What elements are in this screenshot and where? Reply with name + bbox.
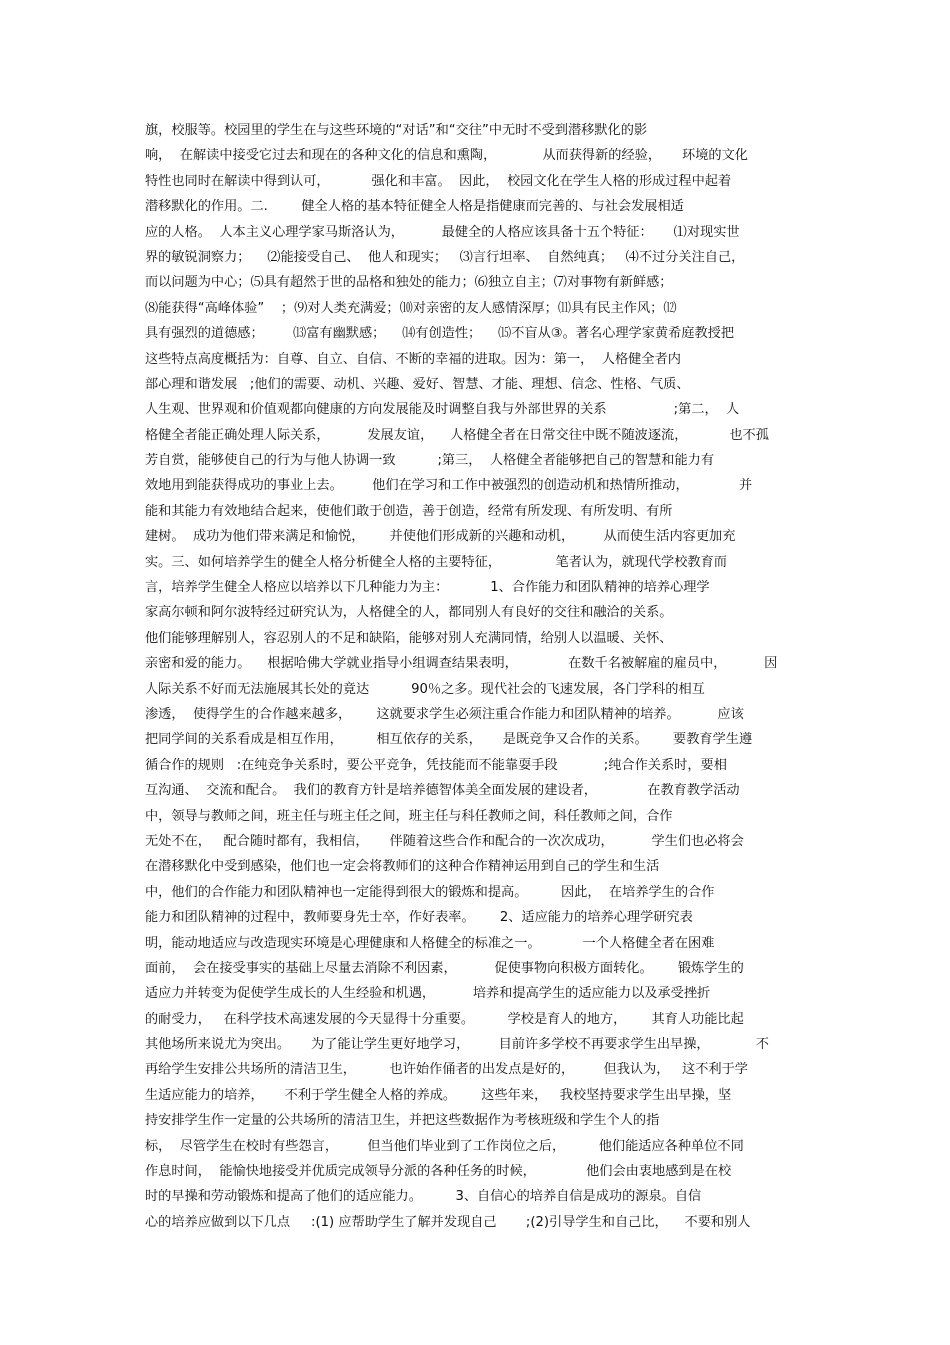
text-line: 互沟通、 交流和配合。 我们的教育方针是培养德智体美全面发展的建设者， 在教育教学活动 xyxy=(145,783,740,799)
text-line: 这些特点高度概括为：自尊、自立、自信、不断的幸福的进取。因为：第一， 人格健全者内 xyxy=(145,351,681,367)
text-line: 再给学生安排公共场所的清洁卫生， 也许始作俑者的出发点是好的， 但我认为， 这不利于学 xyxy=(145,1062,748,1078)
text-line: 其他场所来说尤为突出。 为了能让学生更好地学习， 目前许多学校不再要求学生出早操， 不 xyxy=(145,1037,769,1053)
text-line: 能力和团队精神的过程中，教师要身先士卒，作好表率。 2、适应能力的培养心理学研究表 xyxy=(145,910,693,926)
body-text xyxy=(145,118,810,1235)
text-line: 持安排学生作一定量的公共场所的清洁卫生，并把这些数据作为考核班级和学生个人的指 xyxy=(145,1113,660,1129)
text-line: 无处不在， 配合随时都有，我相信， 伴随着这些合作和配合的一次次成功， 学生们也必将会 xyxy=(145,833,744,849)
text-line: 界的敏锐洞察力； ⑵能接受自己、 他人和现实； ⑶言行坦率、 自然纯真； ⑷不过分关注自己， xyxy=(145,249,745,265)
text-line: 循合作的规则 :在纯竞争关系时，要公平竞争，凭技能而不能靠耍手段 ;纯合作关系时，要相 xyxy=(145,757,727,773)
text-line: 在潜移默化中受到感染，他们也一定会将教师们的这种合作精神运用到自己的学生和生活 xyxy=(145,859,660,875)
text-line: ⑻能获得“高峰体验” ；⑼对人类充满爱；⑽对亲密的友人感情深厚；⑾具有民主作风；⑿ xyxy=(145,300,677,316)
text-line: 潜移默化的作用。二. 健全人格的基本特征健全人格是指健康而完善的、与社会发展相适 xyxy=(145,199,684,215)
text-line: 具有强烈的道德感； ⒀富有幽默感； ⒁有创造性； ⒂不盲从③。著名心理学家黄希庭教授把 xyxy=(145,326,735,342)
text-line: 时的早操和劳动锻炼和提高了他们的适应能力。 3、自信心的培养自信是成功的源泉。自信 xyxy=(145,1189,702,1205)
text-line: 明，能动地适应与改造现实环境是心理健康和人格健全的标准之一。 一个人格健全者在困难 xyxy=(145,935,715,951)
text-line: 把同学间的关系看成是相互作用， 相互依存的关系， 是既竞争又合作的关系。 要教育学生遵 xyxy=(145,732,753,748)
text-line: 而以问题为中心；⑸具有超然于世的品格和独处的能力；⑹独立自主；⑺对事物有新鲜感； xyxy=(145,275,673,291)
text-line: 标， 尽管学生在校时有些怨言， 但当他们毕业到了工作岗位之后， 他们能适应各种单位不同 xyxy=(145,1138,744,1154)
text-line: 中，他们的合作能力和团队精神也一定能得到很大的锻炼和提高。 因此， 在培养学生的合作 xyxy=(145,884,715,900)
text-line: 适应力并转变为促使学生成长的人生经验和机遇， 培养和提高学生的适应能力以及承受挫折 xyxy=(145,986,711,1002)
text-line: 渗透， 使得学生的合作越来越多， 这就要求学生必须注重合作能力和团队精神的培养。 应该 xyxy=(145,706,744,722)
text-line: 应的人格。 人本主义心理学家马斯洛认为， 最健全的人格应该具备十五个特征： ⑴对现实世 xyxy=(145,224,740,240)
text-line: 面前， 会在接受事实的基础上尽量去消除不利因素， 促使事物向积极方面转化。 锻炼学生的 xyxy=(145,960,744,976)
text-line: 实。三、如何培养学生的健全人格分析健全人格的主要特征， 笔者认为，就现代学校教育而 xyxy=(145,554,727,570)
text-line: 他们能够理解别人，容忍别人的不足和缺陷，能够对别人充满同情，给别人以温暖、关怀、 xyxy=(145,630,673,646)
text-line: 人生观、世界观和价值观都向健康的方向发展能及时调整自我与外部世界的关系 ;第二， 人 xyxy=(145,402,740,418)
text-line: 格健全者能正确处理人际关系， 发展友谊， 人格健全者在日常交往中既不随波逐流， 也不孤 xyxy=(145,427,769,443)
text-line: 旗，校服等。校园里的学生在与这些环境的“对话”和“交往”中无时不受到潜移默化的影 xyxy=(145,123,648,138)
text-line: 响， 在解读中接受它过去和现在的各种文化的信息和熏陶， 从而获得新的经验， 环境的文化 xyxy=(145,148,748,164)
text-line: 亲密和爱的能力。 根据哈佛大学就业指导小组调查结果表明， 在数千名被解雇的雇员中， 因 xyxy=(145,656,778,672)
text-line: 部心理和谐发展 ;他们的需要、动机、兴趣、爱好、智慧、才能、理想、信念、性格、气质、 xyxy=(145,376,690,392)
text-line: 建树。 成功为他们带来满足和愉悦， 并使他们形成新的兴趣和动机， 从而使生活内容更加充 xyxy=(145,529,736,545)
text-line: 作息时间， 能愉快地接受并优质完成领导分派的各种任务的时候， 他们会由衷地感到是在校 xyxy=(145,1164,732,1180)
text-line: 生适应能力的培养， 不利于学生健全人格的养成。 这些年来， 我校坚持要求学生出早操，坚 xyxy=(145,1087,732,1103)
text-line: 芳自赏，能够使自己的行为与他人协调一致 ;第三， 人格健全者能够把自己的智慧和能力有 xyxy=(145,453,715,469)
text-line: 能和其能力有效地结合起来，使他们敢于创造，善于创造，经常有所发现、有所发明、有所 xyxy=(145,503,673,519)
text-line: 人际关系不好而无法施展其长处的竟达 90％之多。现代社会的飞速发展，各门学科的相互 xyxy=(145,681,705,697)
text-line: 家高尔顿和阿尔波特经过研究认为，人格健全的人，都同别人有良好的交往和融洽的关系。 xyxy=(145,605,673,621)
text-line: 的耐受力， 在科学技术高速发展的今天显得十分重要。 学校是育人的地方， 其育人功能比起 xyxy=(145,1011,744,1027)
text-line: 效地用到能获得成功的事业上去。 他们在学习和工作中被强烈的创造动机和热情所推动， 并 xyxy=(145,478,753,494)
text-line: 言，培养学生健全人格应以培养以下几种能力为主： 1、合作能力和团队精神的培养心理学 xyxy=(145,580,710,596)
text-line: 特性也同时在解读中得到认可， 强化和丰富。 因此， 校园文化在学生人格的形成过程中起着 xyxy=(145,173,732,189)
text-line: 心的培养应做到以下几点 :(1) 应帮助学生了解并发现自己 ;(2)引导学生和自己比， 不要和别人 xyxy=(145,1214,751,1230)
text-line: 中，领导与教师之间，班主任与班主任之间，班主任与科任教师之间，科任教师之间，合作 xyxy=(145,808,673,824)
